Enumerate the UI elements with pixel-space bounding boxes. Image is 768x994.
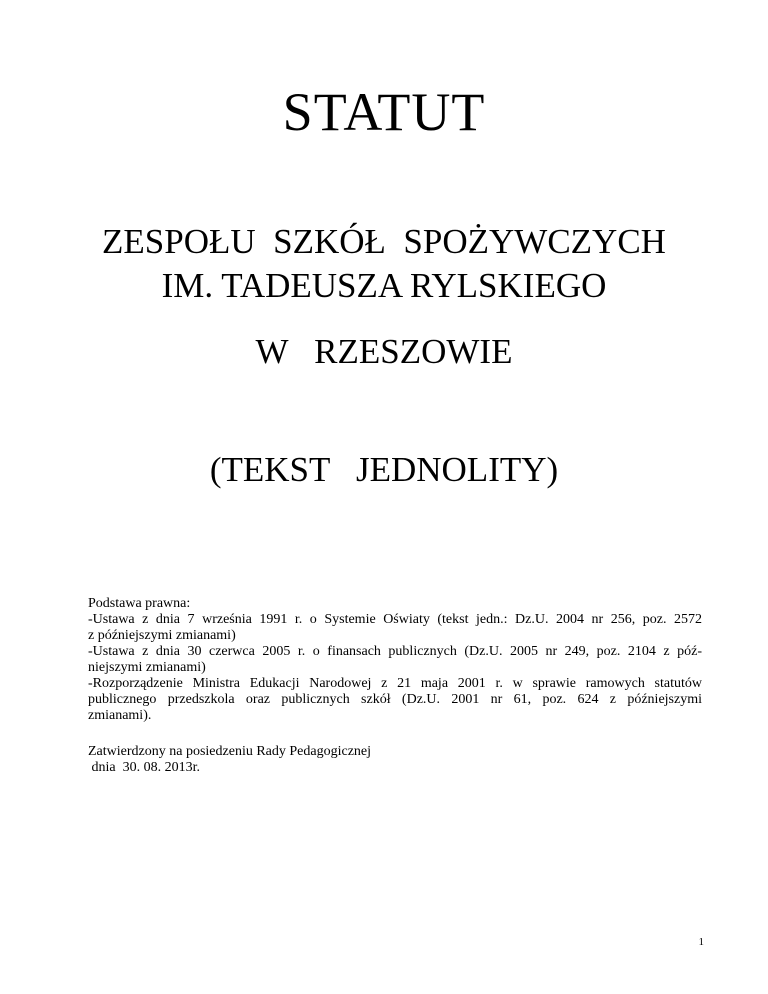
- text-type-heading: (TEKST JEDNOLITY): [209, 450, 559, 489]
- legal-basis-heading: Podstawa prawna:: [88, 596, 191, 611]
- legal-basis-section: [88, 596, 702, 724]
- school-name: [0, 220, 768, 308]
- school-name-line-2: IM. TADEUSZA RYLSKIEGO: [161, 266, 607, 305]
- legal-basis-line: -Ustawa z dnia 7 września 1991 r. o Systemie Oświaty (tekst jedn.: Dz.U. 2004 nr 256, poz. 2572: [88, 612, 702, 627]
- legal-basis-line: z późniejszymi zmianami): [88, 628, 236, 643]
- city-line: W RZESZOWIE: [255, 332, 513, 371]
- legal-basis-line: publicznego przedszkola oraz publicznych szkół (Dz.U. 2001 nr 61, poz. 624 z późniejszymi: [88, 692, 702, 707]
- legal-basis-line: -Rozporządzenie Ministra Edukacji Narodowej z 21 maja 2001 r. w sprawie ramowych statutów: [88, 676, 702, 691]
- approval-date: dnia 30. 08. 2013r.: [88, 760, 200, 775]
- legal-basis-line: niejszymi zmianami): [88, 660, 206, 675]
- approval-line: Zatwierdzony na posiedzeniu Rady Pedagogicznej: [88, 744, 372, 759]
- approval-note: [88, 744, 588, 776]
- document-title: STATUT: [282, 82, 486, 142]
- school-name-line-1: ZESPOŁU SZKÓŁ SPOŻYWCZYCH: [102, 222, 666, 261]
- legal-basis-line: -Ustawa z dnia 30 czerwca 2005 r. o finansach publicznych (Dz.U. 2005 nr 249, poz. 2104 z póź-: [88, 644, 702, 659]
- legal-basis-line: zmianami).: [88, 708, 152, 723]
- page-number: 1: [698, 936, 704, 948]
